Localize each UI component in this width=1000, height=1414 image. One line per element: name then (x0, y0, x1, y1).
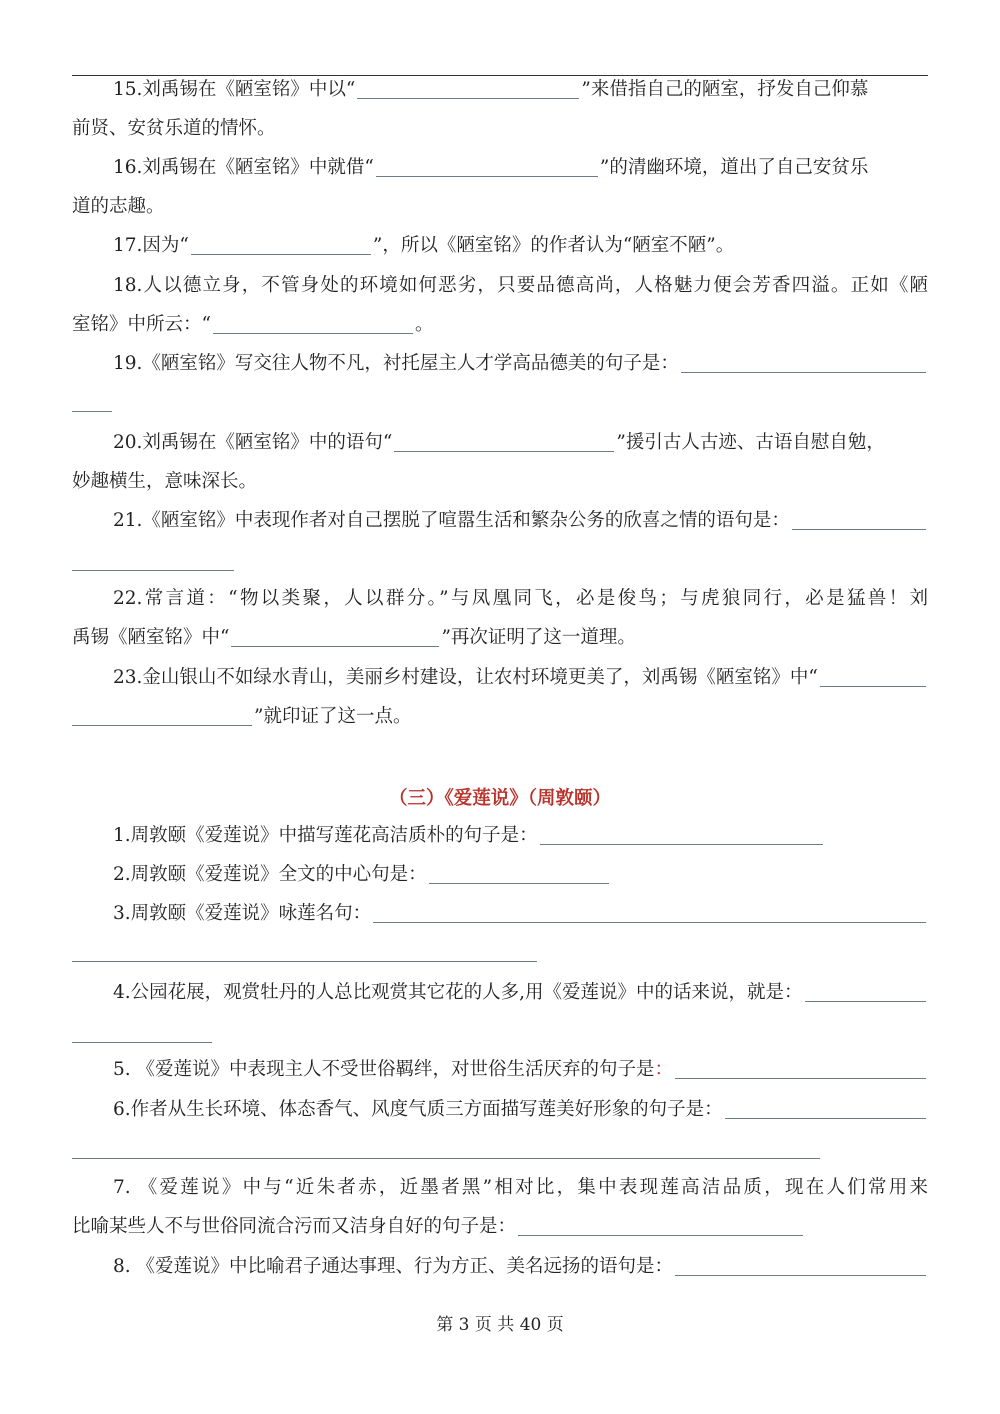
answer-blank[interactable] (429, 882, 609, 884)
ailian-question-7 (113, 1175, 928, 1201)
answer-blank[interactable] (540, 843, 823, 845)
answer-blank[interactable] (820, 685, 926, 687)
question-20 (113, 430, 928, 456)
text: 道的志趣。 (72, 196, 165, 217)
answer-blank[interactable] (72, 1157, 820, 1159)
question-21 (113, 508, 928, 534)
text: ”，所以《陋室铭》的作者认为“陋室不陋”。 (372, 235, 735, 256)
text: ”援引古人古迹、古语自慰自勉， (616, 432, 885, 453)
ailian-question-3 (113, 901, 928, 927)
answer-blank[interactable] (725, 1117, 926, 1119)
question-19-cont (72, 390, 928, 416)
answer-blank[interactable] (675, 1077, 926, 1079)
answer-blank[interactable] (72, 960, 537, 962)
text: 比喻某些人不与世俗同流合污而又洁身自好的句子是： (72, 1216, 517, 1237)
question-21-cont (72, 549, 928, 575)
question-22-cont (72, 625, 928, 651)
answer-blank[interactable] (675, 1274, 926, 1276)
text: ”的清幽环境，道出了自己安贫乐 (599, 157, 869, 178)
answer-blank[interactable] (191, 253, 371, 255)
question-16-cont (72, 194, 928, 220)
answer-blank[interactable] (518, 1234, 803, 1236)
question-15-cont (72, 116, 928, 142)
text: 禹锡《陋室铭》中“ (72, 627, 230, 648)
question-22 (113, 586, 928, 612)
ailian-question-6 (113, 1097, 928, 1123)
ailian-question-6-cont (72, 1137, 928, 1163)
text: 22.常言道：“物以类聚，人以群分。”与凤凰同飞，必是俊鸟；与虎狼同行，必是猛兽！刘 (113, 588, 928, 609)
text: 6.作者从生长环境、体态香气、风度气质三方面描写莲美好形象的句子是： (113, 1099, 723, 1120)
text: 8. 《爱莲说》中比喻君子通达事理、行为方正、美名远扬的语句是： (113, 1256, 674, 1277)
answer-blank[interactable] (394, 450, 614, 452)
section-title: （三）《爱莲说》（周敦颐） (388, 788, 611, 809)
question-23-cont (72, 704, 928, 730)
ailian-question-2 (113, 862, 928, 888)
ailian-question-3-cont (72, 940, 928, 966)
answer-blank[interactable] (805, 1000, 926, 1002)
answer-blank[interactable] (72, 569, 234, 571)
question-16 (113, 155, 928, 181)
ailian-question-7-cont (72, 1214, 928, 1240)
text: 室铭》中所云：“ (72, 314, 211, 335)
text: 妙趣横生，意味深长。 (72, 471, 258, 492)
text: 4.公园花展，观赏牡丹的人总比观赏其它花的人多,用《爱莲说》中的话来说，就是： (113, 982, 803, 1003)
text: 21.《陋室铭》中表现作者对自己摆脱了喧嚣生活和繁杂公务的欣喜之情的语句是： (113, 510, 790, 531)
question-23 (113, 665, 928, 691)
text: 7. 《爱莲说》中与“近朱者赤，近墨者黑”相对比，集中表现莲高洁品质，现在人们常用来 (113, 1177, 928, 1198)
text: 15.刘禹锡在《陋室铭》中以“ (113, 79, 356, 100)
answer-blank[interactable] (213, 332, 413, 334)
text: 。 (414, 314, 434, 335)
answer-blank[interactable] (373, 921, 926, 923)
text: 3.周敦颐《爱莲说》咏莲名句： (113, 903, 372, 924)
text: 16.刘禹锡在《陋室铭》中就借“ (113, 157, 374, 178)
text: ”就印证了这一点。 (254, 706, 412, 727)
ailian-question-8 (113, 1254, 928, 1280)
question-18 (113, 273, 928, 299)
question-17 (113, 233, 928, 259)
answer-blank[interactable] (72, 1041, 212, 1043)
question-20-cont (72, 469, 928, 495)
text: 18.人以德立身，不管身处的环境如何恶劣，只要品德高尚，人格魅力便会芳香四溢。正如《陋 (113, 275, 928, 296)
text: 20.刘禹锡在《陋室铭》中的语句“ (113, 432, 393, 453)
question-18-cont (72, 312, 928, 338)
text: 2.周敦颐《爱莲说》全文的中心句是： (113, 864, 427, 885)
ailian-question-1 (113, 823, 928, 849)
text: 5. 《爱莲说》中表现主人不受世俗羁绊，对世俗生活厌弃的句子是 (113, 1059, 655, 1080)
page-footer: 第 3 页 共 40 页 (436, 1315, 564, 1335)
text: 17.因为“ (113, 235, 189, 256)
text: ”再次证明了这一道理。 (441, 627, 636, 648)
question-15 (113, 77, 928, 103)
text: 1.周敦颐《爱莲说》中描写莲花高洁质朴的句子是： (113, 825, 538, 846)
answer-blank[interactable] (72, 410, 112, 412)
answer-blank[interactable] (681, 371, 926, 373)
ailian-question-5 (113, 1057, 928, 1083)
text: 19.《陋室铭》写交往人物不凡，衬托屋主人才学高品德美的句子是： (113, 353, 679, 374)
text: 23.金山银山不如绿水青山，美丽乡村建设，让农村环境更美了，刘禹锡《陋室铭》中“ (113, 667, 818, 688)
text: ”来借指自己的陋室，抒发自己仰慕 (581, 79, 869, 100)
question-19 (113, 351, 928, 377)
colon: ： (654, 1059, 674, 1080)
answer-blank[interactable] (792, 528, 926, 530)
answer-blank[interactable] (376, 175, 598, 177)
header-rule (72, 75, 928, 76)
answer-blank[interactable] (357, 97, 579, 99)
ailian-question-4-cont (72, 1021, 928, 1047)
answer-blank[interactable] (231, 645, 439, 647)
answer-blank[interactable] (72, 724, 252, 726)
text: 前贤、安贫乐道的情怀。 (72, 118, 276, 139)
ailian-question-4 (113, 980, 928, 1006)
